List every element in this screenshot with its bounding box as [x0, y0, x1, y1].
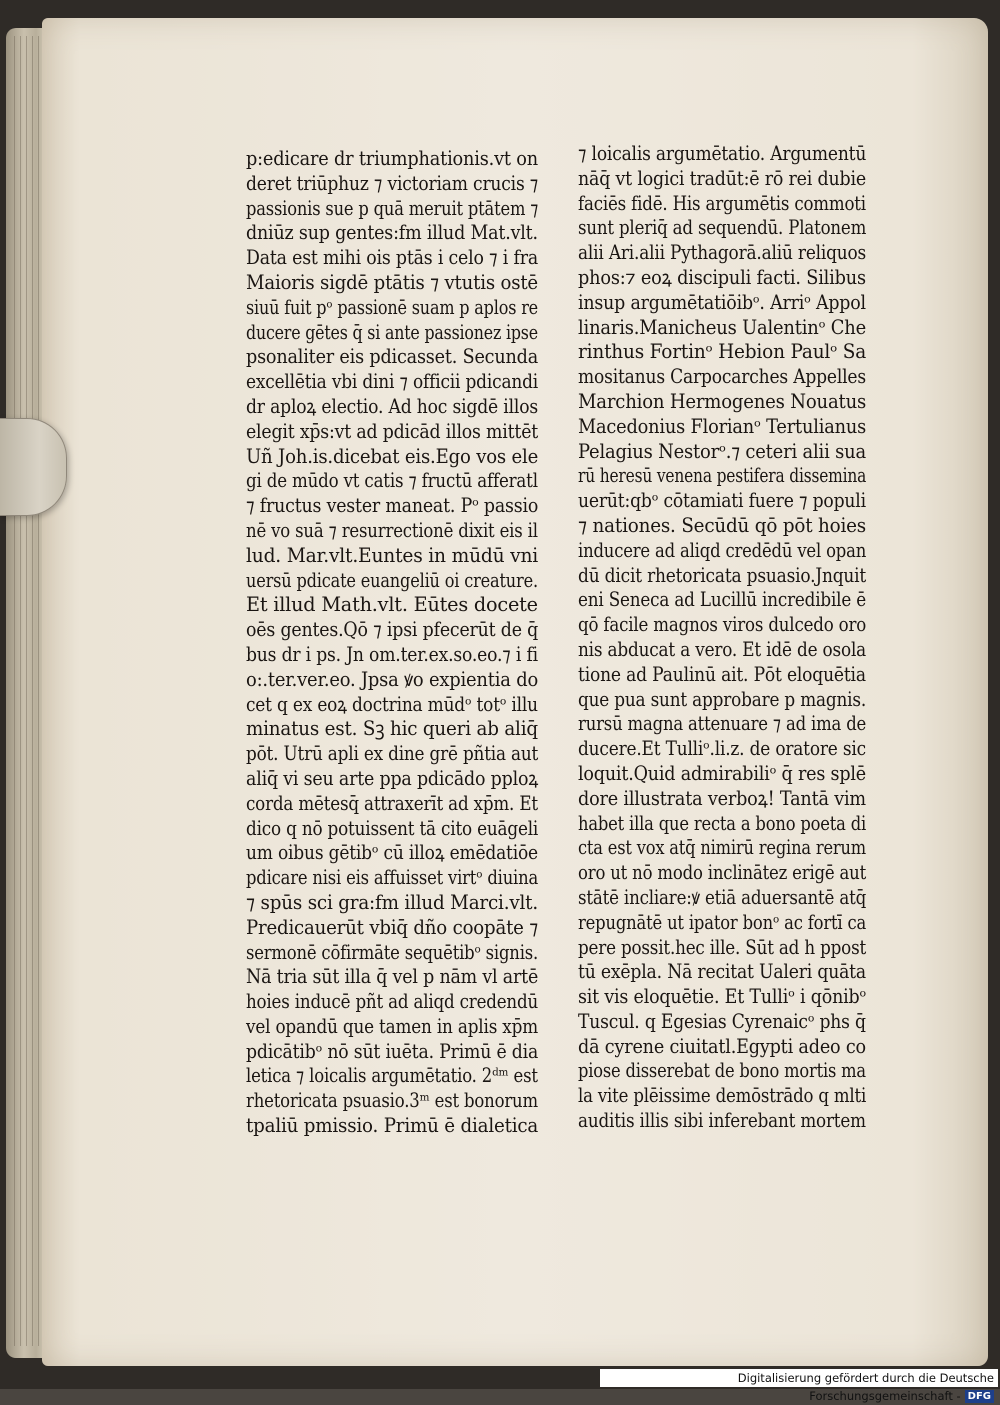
text-line: passionis sue p quā meruit ptātem ⁊: [246, 196, 539, 220]
text-line: rū heresū venena pestifera dissemina: [578, 464, 867, 488]
text-line: Macedonius Florianᵒ Tertulianus: [578, 414, 867, 438]
dfg-logo: DFG: [965, 1390, 994, 1403]
text-line: tione ad Paulinū ait. Pōt eloquētia: [578, 662, 866, 686]
text-line: tū exēpla. Nā recitat Ualeri quāta: [578, 960, 866, 984]
bookmark-clip: [0, 418, 67, 516]
text-line: rinthus Fortinᵒ Hebion Paulᵒ Sa: [578, 340, 867, 364]
text-line: Data est mihi ois ptās i celo ⁊ i fra: [246, 246, 538, 270]
text-line: sermonē cōfirmāte sequētibᵒ signis.: [246, 940, 539, 964]
text-line: hoies inducē pñt ad aliqd credendū: [246, 990, 539, 1014]
text-line: inducere ad aliqd credēdū vel opan: [578, 538, 867, 562]
text-line: auditis illis sibi inferebant mortem: [578, 1109, 866, 1133]
text-line: ducere.Et Tulliᵒ.li.z. de oratore sic: [578, 737, 866, 761]
text-line: rursū magna attenuare ⁊ ad ima de: [578, 712, 867, 736]
text-line: Et illud Math.vlt. Eūtes docete: [246, 593, 538, 617]
text-line: Maioris sigdē ptātis ⁊ vtutis ostē: [246, 270, 538, 294]
digitization-credit: [600, 1369, 998, 1403]
text-line: minatus est. Sꝫ hic queri ab aliq̄: [246, 717, 538, 741]
text-line: habet illa que recta a bono poeta di: [578, 811, 867, 835]
text-line: o:.ter.ver.eo. Jpsa ꝟo expientia do: [246, 667, 539, 691]
text-line: ⁊ loicalis argumētatio. Argumentū: [578, 142, 867, 165]
text-line: loquit.Quid admirabiliᵒ q̄ res splē: [578, 761, 866, 785]
text-line: uersū pdicate euangeliū oi creature.: [246, 568, 538, 592]
text-line: stātē incliare:ꝟ etiā aduersantē atq̄: [578, 885, 867, 909]
text-line: ⁊ spūs sci gra:fm illud Marci.vlt.: [246, 890, 538, 914]
text-line: sunt pleriq̄ ad sequendū. Platonem: [578, 216, 867, 240]
text-column-right: [578, 142, 868, 1134]
text-line: bus dr i ps. Jn om.ter.ex.so.eo.⁊ i fi: [246, 642, 538, 666]
text-line: Nā tria sūt illa q̄ vel p nām vl artē: [246, 965, 539, 989]
text-line: Tuscul. q Egesias Cyrenaicᵒ phs q̄: [578, 1009, 866, 1033]
text-line: dū dicit rhetoricata psuasio.Jnquit: [578, 563, 867, 587]
text-line: pdicare nisi eis affuisset virtᵒ diuina: [246, 866, 539, 890]
text-line: nis abducat a vero. Et idē de osola: [578, 637, 867, 661]
text-line: ducere gētes q̄ si ante passionez ipse: [246, 320, 538, 344]
text-line: dr aploꝝ electio. Ad hoc sigdē illos: [246, 394, 539, 418]
text-line: p:edicare dr triumphationis.vt on: [246, 147, 538, 170]
text-line: nāq̄ vt logici tradūt:ē rō rei dubie: [578, 166, 866, 190]
text-line: ⁊ nationes. Secūdū qō pōt hoies: [578, 513, 866, 537]
credit-text: Digitalisierung gefördert durch die Deutsche Forschungsgemeinschaft -: [737, 1371, 994, 1403]
text-line: oro ut nō modo inclinātez erigē aut: [578, 861, 867, 885]
text-line: Marchion Hermogenes Nouatus: [578, 389, 867, 413]
text-line: excellētia vbi dini ⁊ officii pdicandi: [246, 370, 539, 394]
text-line: oēs gentes.Qō ⁊ ipsi pfecerūt de q̄: [246, 618, 539, 642]
text-line: tpaliū pmissio. Primū ē dialetica: [246, 1114, 539, 1138]
text-line: dore illustrata verboꝝ! Tantā vim: [578, 786, 866, 810]
text-line: letica ⁊ loicalis argumētatio. 2ᵈᵐ est: [246, 1064, 538, 1088]
text-line: linaris.Manicheus Ualentinᵒ Che: [578, 315, 867, 339]
text-line: pdicātibᵒ nō sūt iuēta. Primū ē dia: [246, 1039, 539, 1063]
text-line: ⁊ fructus vester maneat. Pᵒ passio: [246, 494, 539, 518]
text-line: cet q ex eoꝝ doctrina mūdᵒ totᵒ illu: [246, 692, 538, 716]
text-line: sit vis eloquētie. Et Tulliᵒ i qōnibᵒ: [578, 985, 867, 1009]
text-column-left: [246, 147, 546, 1139]
text-line: aliq̄ vi seu arte ppa pdicādo pploꝝ: [246, 766, 539, 790]
text-line: um oibus gētibᵒ cū illoꝝ emēdatiōe: [246, 841, 538, 865]
text-line: phos:⁊ eoꝝ discipuli facti. Silibus: [578, 265, 866, 289]
text-line: dico q nō potuissent tā cito euāgeli: [246, 816, 539, 840]
text-line: pōt. Utrū apli ex dine grē pñtia aut: [246, 742, 539, 766]
text-line: piose disserebat de bono mortis ma: [578, 1059, 866, 1083]
text-line: Pelagius Nestorᵒ.⁊ ceteri alii sua: [578, 439, 866, 463]
text-line: qō facile magnos viros dulcedo oro: [578, 613, 867, 637]
text-line: Uñ Joh.is.dicebat eis.Ego vos ele: [246, 444, 539, 468]
text-line: alii Ari.alii Pythagorā.aliū reliquos: [578, 241, 867, 265]
text-line: que pua sunt approbare p magnis.: [578, 687, 867, 711]
text-line: cta est vox atq̄ nimirū regina rerum: [578, 836, 866, 860]
text-line: uerūt:qbᵒ cōtamiati fuere ⁊ populi: [578, 489, 866, 513]
text-line: la vite plēissime demōstrādo q mlti: [578, 1084, 867, 1108]
text-line: insup argumētatiōibᵒ. Arriᵒ Appol: [578, 290, 866, 314]
text-line: pere possit.hec ille. Sūt ad h ppost: [578, 935, 867, 959]
text-line: psonaliter eis pdicasset. Secunda: [246, 345, 539, 369]
text-line: eni Seneca ad Lucillū incredibile ē: [578, 588, 867, 612]
text-line: deret triūphuz ⁊ victoriam crucis ⁊: [246, 171, 539, 195]
text-line: siuū fuit pᵒ passionē suam p aplos re: [246, 295, 539, 319]
text-line: dā cyrene ciuitatl.Egypti adeo co: [578, 1034, 866, 1058]
text-line: lud. Mar.vlt.Euntes in mūdū vni: [246, 543, 539, 567]
text-line: faciēs fidē. His argumētis commoti: [578, 191, 866, 215]
text-line: Predicauerūt vbiq̄ dño coopāte ⁊: [246, 915, 539, 939]
text-line: rhetoricata psuasio.3ᵐ est bonorum: [246, 1089, 538, 1113]
text-line: dniūz sup gentes:fm illud Mat.vlt.: [246, 221, 538, 245]
text-line: mositanus Carpocarches Appelles: [578, 365, 866, 389]
text-line: repugnātē ut ipator bonᵒ ac fortī ca: [578, 910, 867, 934]
text-line: corda mētesq̄ attraxerīt ad xp̄m. Et: [246, 791, 538, 815]
text-line: elegit xp̄s:vt ad pdicād illos mittēt: [246, 419, 539, 443]
text-line: vel opandū que tamen in aplis xp̄m: [246, 1014, 538, 1038]
text-line: nē vo suā ⁊ resurrectionē dixit eis il: [246, 518, 538, 542]
text-line: gi de mūdo vt catis ⁊ fructū afferatl: [246, 469, 538, 493]
